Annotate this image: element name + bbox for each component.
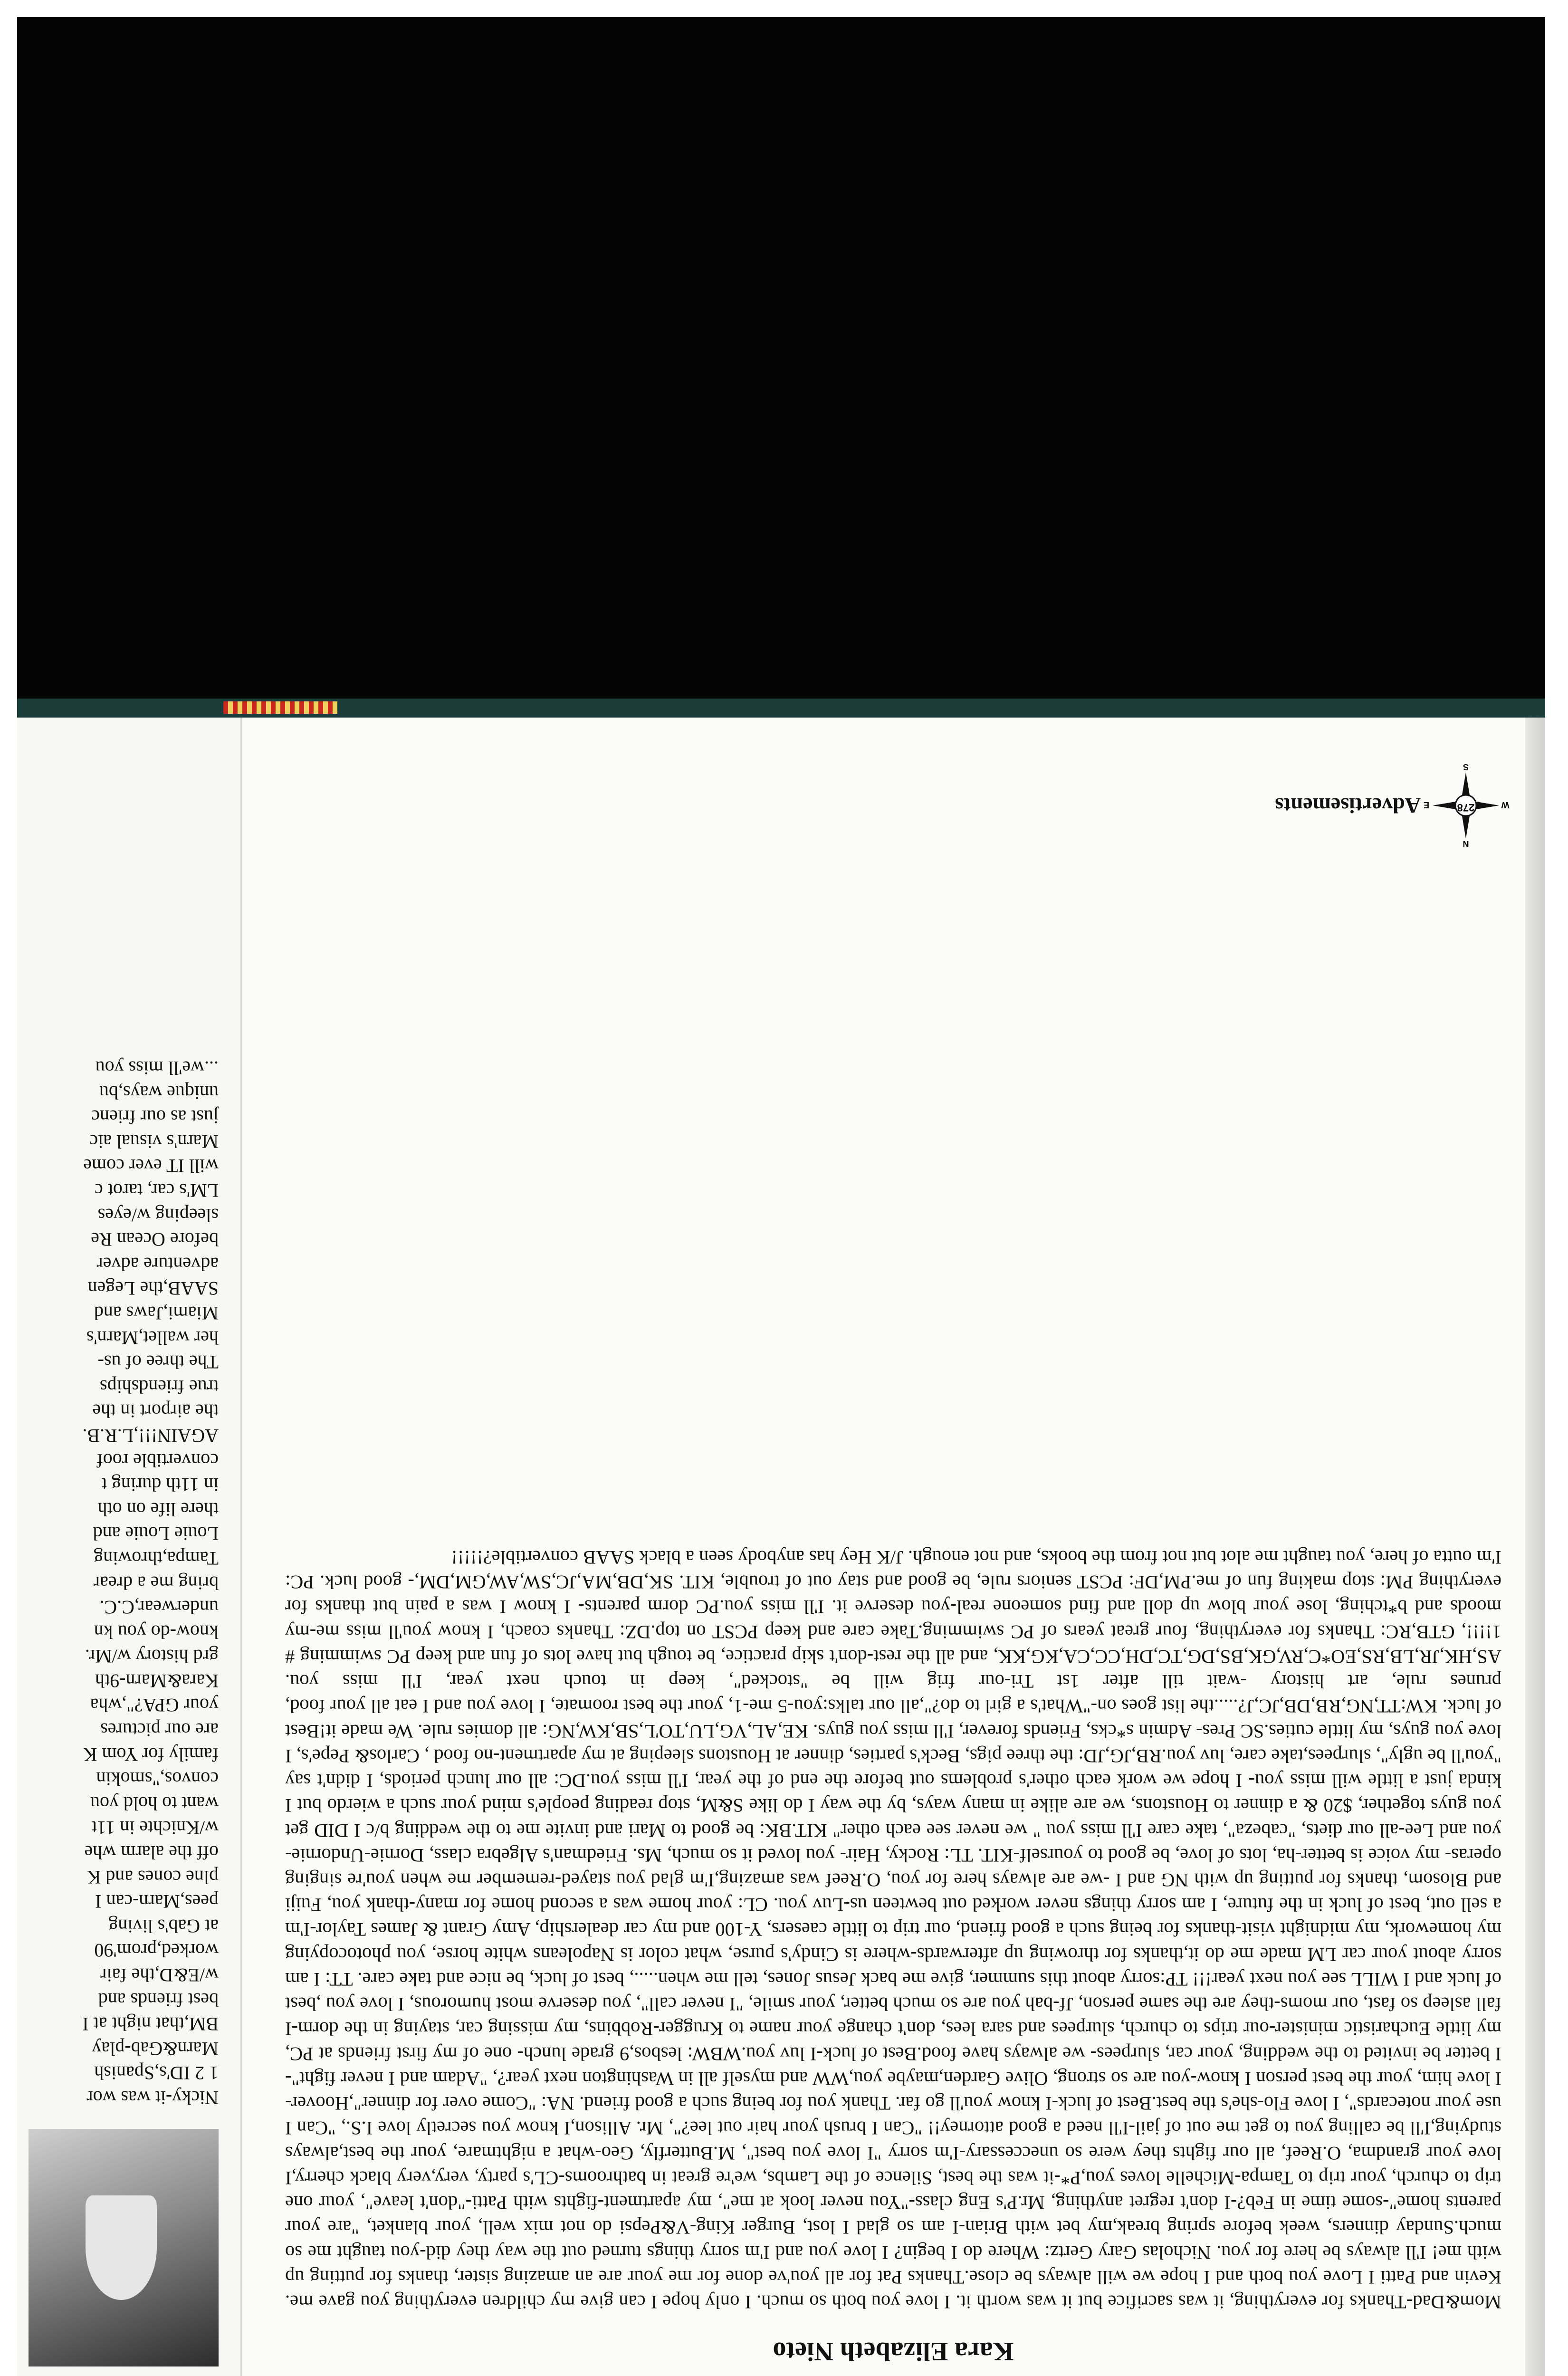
upside-down-content — [285, 741, 1510, 2376]
left-page-fragment — [19, 741, 228, 2376]
section-label: Advertisements — [1275, 794, 1421, 818]
page-title: Kara Elizabeth Nieto — [773, 2337, 1014, 2366]
compass-letter-e: E — [1423, 800, 1430, 810]
photo-figure — [86, 2195, 157, 2300]
page-edge-shadow — [1525, 718, 1545, 2376]
cover-ribbon-pattern — [223, 701, 337, 714]
left-page-text: Nicky-it was wor 1 2 ID's,Spanish Marn&Gab-play BM,that night at I best friends and w/E&D,the fair worked,prom'90 at Gab's living pees,Marn-can I plne cones and K off the alarm whe w/Knichte in 11t want to hold you convos,"smokin family for Yom K are our pictures your GPA?",wha Kara&Marn-9th grd history w/Mr. know-do you kn underwear,C.C. bring me a drear Tampa,throwing Louie Louie and there life on oth in 11th during t convertible roof AGAIN!!!,L.R.B. the airport in the true friendships The three of us- her wallet,Marn's Miami,Jaws and SAAB,the Legen adventure adver before Ocean Re sleeping w/eyes LM's car, tarot c will IT ever come Marn's visual aic just as our frienc unique ways,bu ...we'll miss you — [82, 1057, 219, 2108]
photo-thumbnail — [29, 2129, 219, 2366]
tribute-body-text: Mom&Dad-Thanks for everything, it was sacrifice but it was worth it. I love you both so much. I only hope I can give my children everything you gave me. Kevin and Patti I Love you both and I hope we will always be close.Thanks Pat for all you've done for me your are an amazing sister, thanks for putting up with me! I'll always be here for you. Nicholas Gary Gertz: Where do I begin? I love you and I'm sorry things turned out the way they did-you taught me so much.Sunday dinners, week before spring break,my bet with Brian-I am so glad I lost, Burger King-V&Pepsi do not mix well, your blanket, "are your parents home"-some time in Feb?-I don't regret anything, Mr.P's Eng class-"You never look at me", my apartment-fights with Patti-"don't leave", your one trip to church, your trip to Tampa-Michelle loves you,P*-it was the best, Silence of the Lambs, we're great in bathrooms-CL's party, very,very black cherry,I love your grandma, O.Reef, all our fights they were so uneccessary-I'm sorry "I love you best", M.Butterfly, Geo-what a nightmare, your the best,always studying,I'll be calling you to get me out of jail-I'll need a good attorney!! "Can I brush your hair out lee?", Mr. Allison,I know you secretly love I.S., "Can I use your notecards", I love Flo-she's the best.Best of luck-I know you'll go far. Thank you for being such a good friend. NA: "Come over for dinner",Hoover-I love him, your the best person I know-you are so strong, Olive Garden,maybe you,WW and myself all in Washington next year?, "Adam and I never fight"-I better be invited to the wedding, your car, slurpees- we always have food.Best of luck-I luv you.WBW: lesbos,9 grade lunch- one of my first friends at PC, my little Eucharistic minister-our trips to church, slurpees and sara lees, don't change your name to Krugger-Robbins, my missing car, staying in the dorm-I fall asleep so fast, our moms-they are the same person, Jf-bah you are so much better, your smile, "I never call", you deserve most humorous, I love you ,best of luck and I WILL see you next year!!! TP:sorry about this summer, give me back Jesus Jones, tell me when....., best of luck, be nice and take care. TT: I am sorry about your car LM made me do it,thanks for throwing up afterwards-where is Cindy's purse, what color is Napoleans white horse, you photocopying my homework, my midnight visit-thanks for being such a good friend, our trip to little caesers, Y-100 and my car dealership, Amy Grant & James Taylor-I'm a sell out, best of luck in the future, I am sorry things never worked out bewteen us-Luv you. CL: your home was a second home for many-thank you, Fuiji and Blosom, thanks for putting up with NG and I -we are always here for you, O.Reef was amazing,I'm glad you stayed-remember me when you're singing operas- my voice is better-ha, lots of love, be good to yourself-KIT. TL: Rocky, Hair- you loved it so much, Ms. Friedman's Algebra class, Dornie-Undornie-you and Lee-all our diets, "cabeza", take care I'll miss you " we never see each other" KIT.BK: be good to Mari and invite me to the wedding b/c I DID get you guys together, $20 & a dinner to Houstons, we are alike in many ways, by the way I do like S&M, stop reading people's mind your such a wierdo but I kinda just a little will miss you- I hope we work each other's problems out before the end of the year, I'll miss you.DC: all our lunch periods, I didn't say "you'll be ugly", slurpees,take care, luv you.RB,JG,JD: the three pigs, Beck's parties, dinner at Houstons sleeping at my apartment-no food , Carlos& Pepe's, I love you guys, my little cuties.SC Pres- Admin s*cks, Friends forever, I'll miss you guys. KE,AL,VG,LU,TO'L,SB,KW,NG: all domies rule. We made it!Best of luck. KW:TT,NG,RB,DB,JC,J?.....the list goes on-"What's a girl to do?",all our talks:you-5 me-1, your the best roomate, I love you and I eat all your food, prunes rule, art history -wait till after 1st Tri-our frig will be "stocked", keep in touch next year, I'll miss you. AS,HK,JR,LB,RS,EO*C,RV,GK,BS,DG,TC,DH,CC,CA,KG,KK, and all the rest-don't skip practice, be tough but have lots of fun and keep PC swimming # 1!!!!, GTB,RC: Thanks for everything, four great years of PC swimming.Take care and keep PCST on top.DZ: Thanks coach, I know you'll miss me-my moods and b*tching, lose your blow up doll and find someone real-you deserve it. I'll miss you.PC dorm parents- I know I was a pain but thanks for everything PM: stop making fun of me.PM,DF: PCST seniors rule, be good and stay out of trouble, KIT. SK,DB,MA,JC,SW,AW,GM,DM,- good luck. PC: I'm outta of here, you taught me alot but not from the books, and not enough. J/K Hey has anybody seen a black SAAB convertible?!!!!! — [285, 1546, 1501, 2313]
page-number: 278 — [1457, 802, 1475, 814]
compass-letter-s: S — [1463, 762, 1469, 772]
page-footer — [1169, 762, 1510, 849]
book-cover-black — [17, 17, 1545, 720]
compass-letter-n: N — [1463, 839, 1469, 849]
compass-letter-w: W — [1501, 800, 1510, 810]
